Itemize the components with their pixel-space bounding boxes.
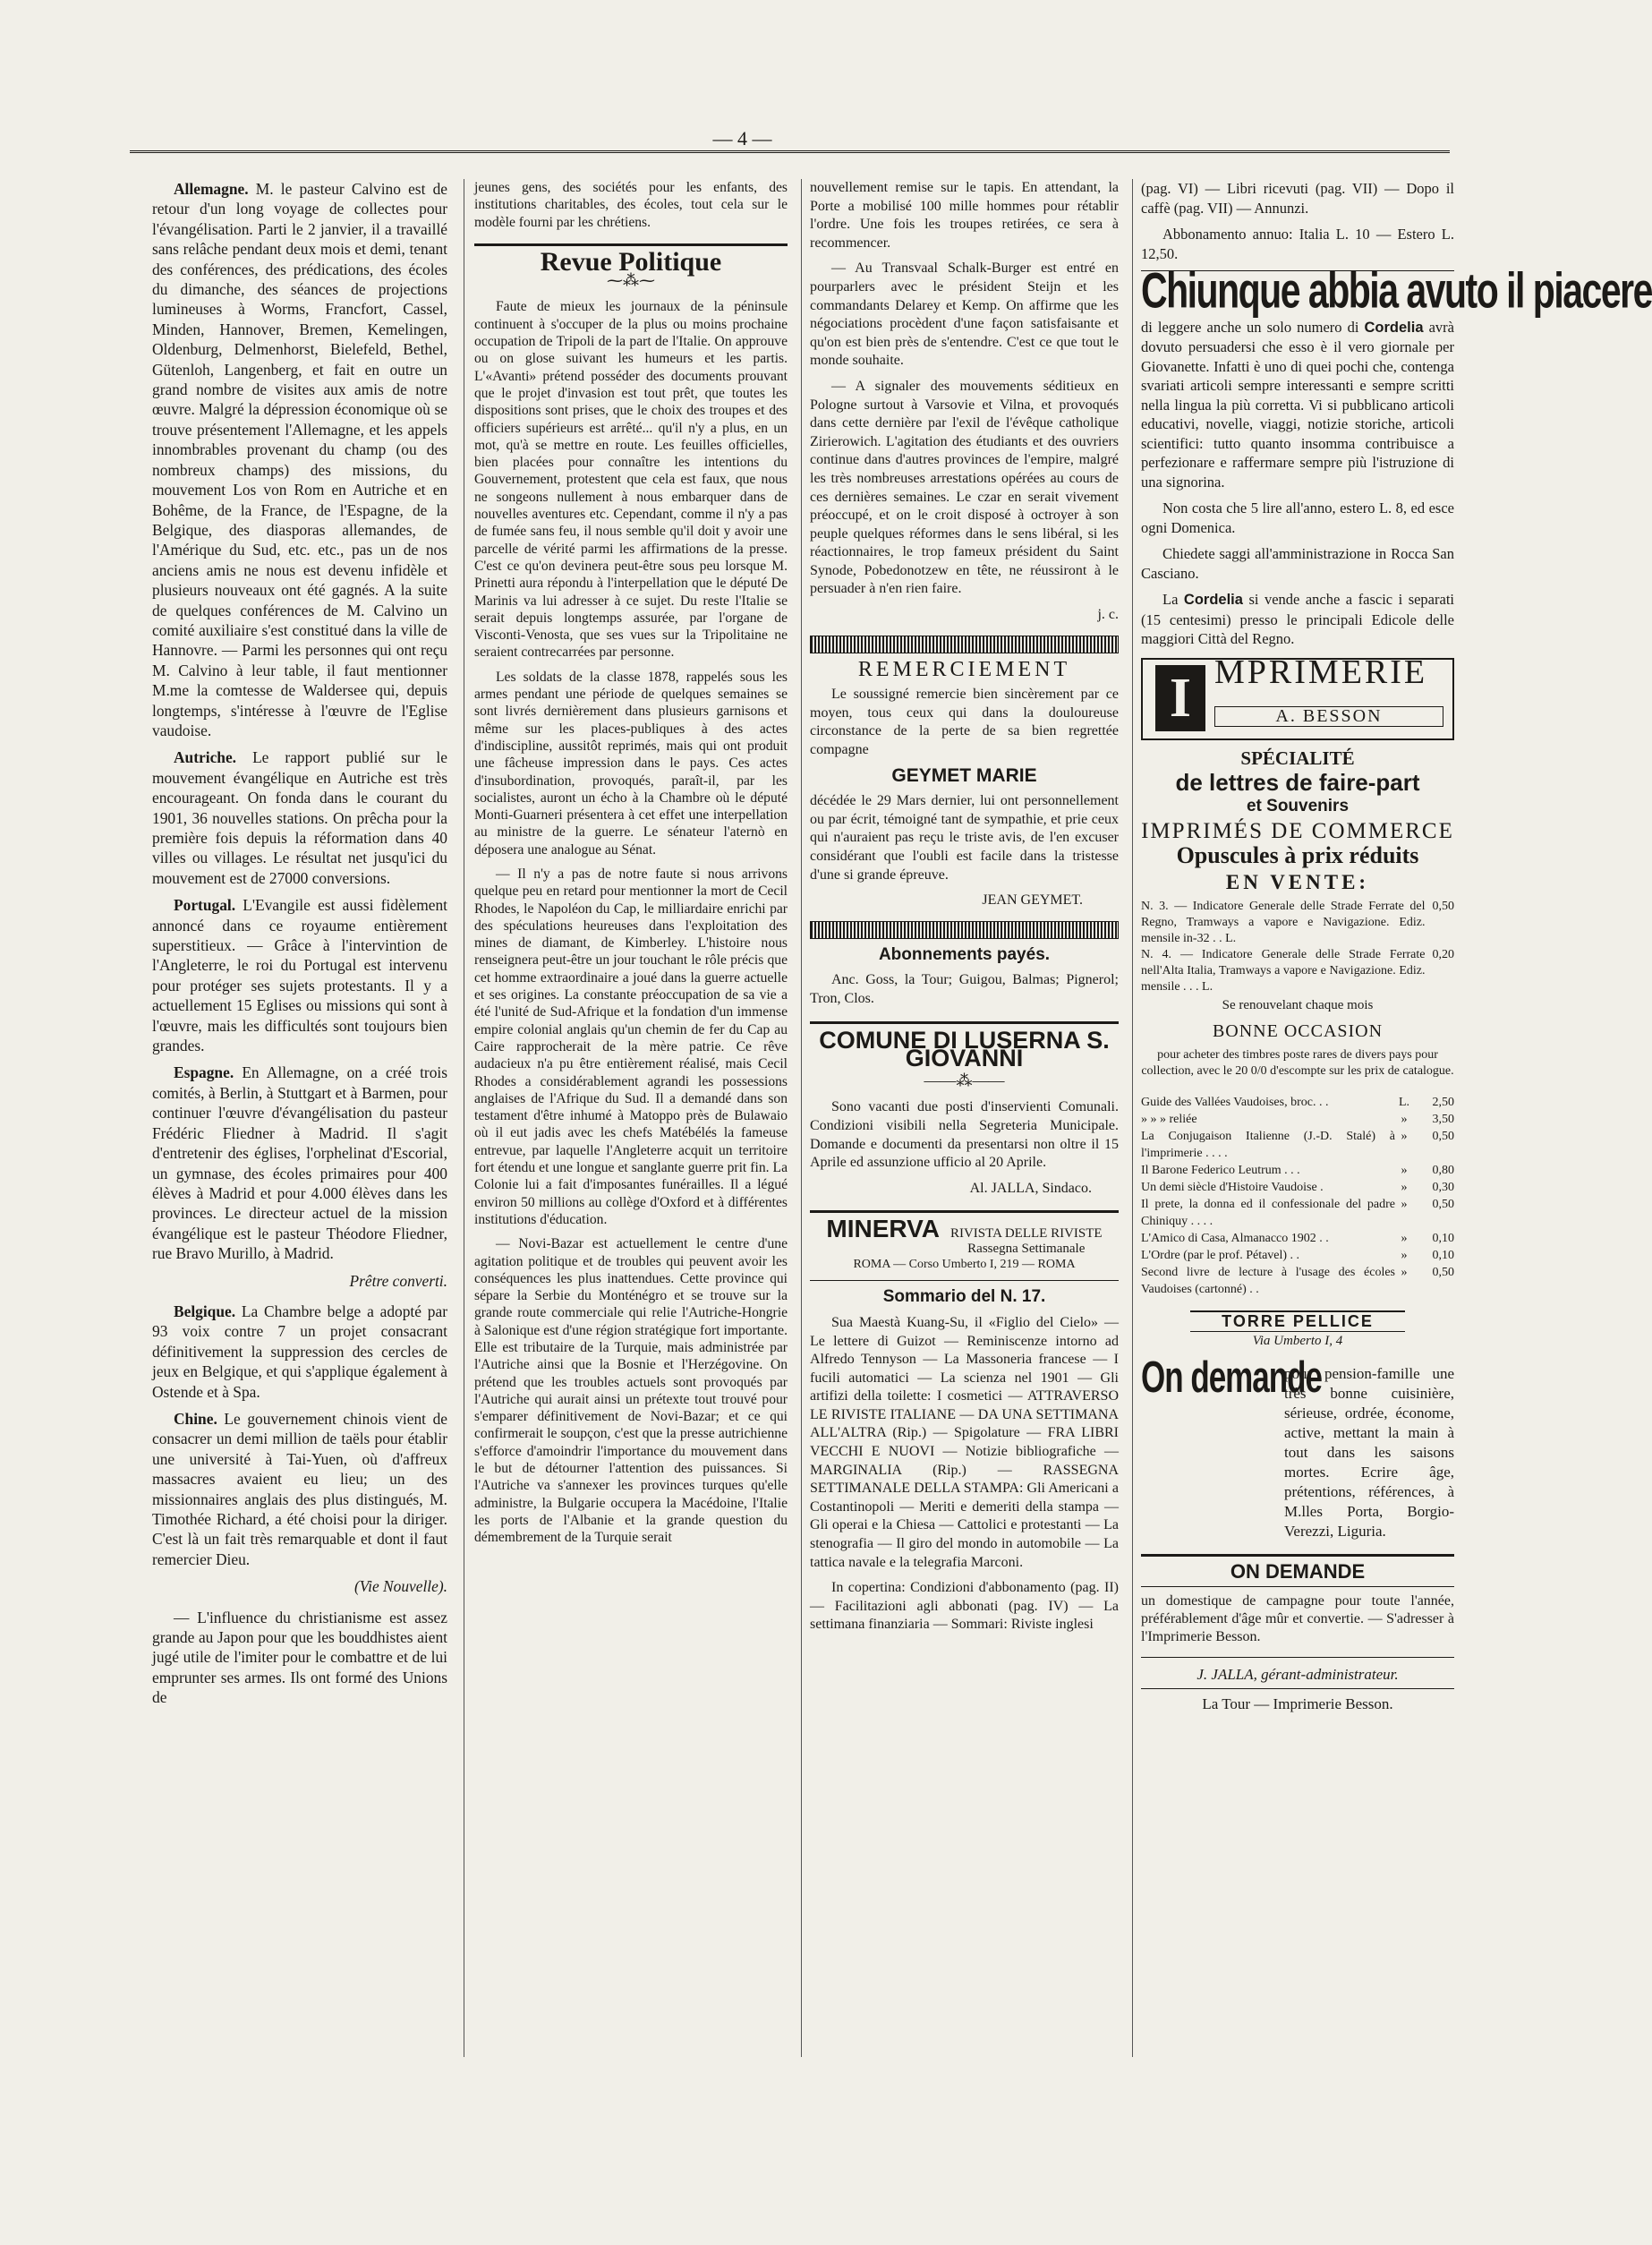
minerva-subscription: Abbonamento annuo: Italia L. 10 — Estero L. 12,50.	[1141, 226, 1454, 262]
article-signature: j. c.	[1097, 607, 1119, 623]
price-title: Il Barone Federico Leutrum . . .	[1141, 1163, 1300, 1177]
remerciement-text: Le soussigné remercie bien sincèrement par ce moyen, tous ceux qui dans la douloureuse circonstance de la perte de sa bien regrettée compagne	[810, 687, 1119, 758]
article-lead: Portugal.	[174, 896, 236, 915]
price-list	[1141, 1094, 1454, 1298]
on-demande-2-title: ON DEMANDE	[1141, 1554, 1454, 1588]
minerva-subtitle-line: Rassegna Settimanale	[967, 1242, 1086, 1257]
article-lead: Chine.	[174, 1409, 217, 1428]
price-row	[1141, 1264, 1454, 1298]
cordelia-sale	[1141, 590, 1454, 649]
price-unit: »	[1401, 1163, 1408, 1177]
on-demande-2-text: un domestique de campagne pour toute l'année, préférablement d'âge mûr et convertie. — S'adresser à l'Imprimerie Besson.	[1141, 1593, 1454, 1644]
on-demande-ad	[1141, 1352, 1454, 1541]
vente-list	[1141, 899, 1454, 995]
article-belgique	[152, 1302, 447, 1402]
price-value: 0,50	[1432, 1197, 1454, 1211]
minerva-subtitle	[950, 1226, 1103, 1257]
price-title: La Conjugaison Italienne (J.-D. Stalé) à l'imprimerie . . . .	[1141, 1129, 1395, 1160]
vente-item-price: 0,50	[1432, 900, 1454, 913]
printer-footer: La Tour — Imprimerie Besson.	[1141, 1688, 1454, 1714]
price-unit: »	[1401, 1112, 1408, 1126]
column-3	[810, 179, 1119, 1642]
section-rule	[810, 1021, 1119, 1024]
price-value: 0,50	[1432, 1265, 1454, 1279]
price-row	[1141, 1196, 1454, 1230]
sommario-text: Sua Maestà Kuang-Su, il «Figlio del Cielo» — Le lettere di Guizot — Reminiscenze intorno ad Alfredo Tennyson — La Massoneria francese — I fucili automatici — La scienza nel 1901 — Gli artifizi della toilette: I cosmetici — ATTRAVERSO LE RIVISTE ITALIANE — DA UNA SETTIMANA ALL'ALTRA (Rip.) — Spigolature — FRA LIBRI VECCHI E NUOVI — Notizie bibliografiche — MARGINALIA (Rip.) — RASSEGNA SETTIMANALE DELLA STAMPA: Gli Americani a Costantinopoli — Meriti e demeriti della stampa — Gli operai e la Chiesa — Cattolici e protestanti — La stenografia — Il giro del mondo in automobile — La tattica navale e la telegrafia Marconi.	[810, 1314, 1119, 1570]
remerciement-title: REMERCIEMENT	[857, 657, 1071, 681]
minerva-title: MINERVA	[826, 1215, 940, 1243]
cordelia-text	[1141, 318, 1454, 492]
article-chine	[152, 1409, 447, 1569]
header-rule	[130, 150, 1450, 153]
cordelia-name: Cordelia	[1364, 319, 1424, 336]
price-title: L'Ordre (par le prof. Pétavel) . .	[1141, 1248, 1300, 1262]
section-rule	[810, 1210, 1119, 1213]
divider	[810, 1280, 1119, 1281]
vente-item	[1141, 899, 1454, 947]
opuscules-heading: Opuscules à prix réduits	[1176, 842, 1419, 868]
article-text: La Chambre belge a adopté par 93 voix contre 7 un projet consacrant définitivement la suppression des cercles de jeux en Belgique, et qui s'applique également à Ostende et à Spa.	[152, 1302, 447, 1401]
article-japon: — L'influence du christianisme est assez grande au Japon pour que les bouddhistes aient jugé utile de l'imiter pour le combattre et de lui emprunter ses armes. Ils ont formé des Unions de	[152, 1608, 447, 1707]
comune-title: COMUNE DI LUSERNA S. GIOVANNI	[819, 1026, 1110, 1072]
copertina-text: In copertina: Condizioni d'abbonamento (pag. II) — Facilitazioni agli abbonati (pag. IV) — La settimana finanziaria — Sommari: Riviste inglesi	[810, 1580, 1119, 1633]
cordelia-text-part: si vende anche a fascic i separati (15 centesimi) presso le principali Edicole delle maggiori Città del Regno.	[1141, 591, 1454, 647]
price-row	[1141, 1094, 1454, 1111]
price-title: Il prete, la donna ed il confessionale del padre Chiniquy . . . .	[1141, 1197, 1395, 1228]
title-flourish: ——⁂——	[924, 1071, 1005, 1089]
article-lead: Autriche.	[174, 748, 237, 767]
article-signature: (Vie Nouvelle).	[354, 1577, 447, 1596]
section-rule	[474, 243, 788, 246]
souvenirs-heading: et Souvenirs	[1246, 797, 1350, 815]
page-number: — 4 —	[712, 127, 772, 149]
price-value: 0,30	[1432, 1180, 1454, 1194]
price-row	[1141, 1162, 1454, 1179]
article-text: En Allemagne, on a créé trois comités, à Berlin, à Stuttgart et à Barmen, pour continuer l'œuvre d'évangélisation du pasteur Frédéric Fliedner à Madrid. Il s'agit d'entretenir des églises, l'orphelinat d'Escorial, un gymnase, des écoles primaires pour 400 élèves à Madrid et pour 4.000 élèves dans les provinces. Le directeur actuel de la mission évangélique est le pasteur Théodore Fliedner, rue Bravo Murillo, à Madrid.	[152, 1063, 447, 1263]
en-vente-heading: EN VENTE:	[1225, 870, 1370, 893]
imprimerie-word: MPRIMERIE	[1214, 653, 1428, 691]
price-title: » » » reliée	[1141, 1112, 1197, 1126]
cordelia-text-part: avrà dovuto persuadersi che esso è il vero giornale per Giovanette. Infatti è uno di quei pochi che, contenga svariati articoli sempre interessanti e sempre scritti nella lingua la più corretta. Vi si pubblicano articoli educativi, novelle, viaggi, notizie storiche, articoli scientifici: tutto quanto insomma contribuisce a perfezionare e raffermare sempre più l'istruzione di una signorina.	[1141, 318, 1454, 491]
vente-note: Se renouvelant chaque mois	[1222, 998, 1374, 1012]
comune-signature: Al. JALLA, Sindaco.	[969, 1180, 1092, 1196]
article-text: Le rapport publié sur le mouvement évangélique en Autriche est très encourageant. On fonda dans le courant du 1901, 36 nouvelles stations. On prêcha pour la première fois depuis la réformation dans 40 villes ou villages. Le résultat net jusqu'ici du mouvement est de 27000 conversions.	[152, 748, 447, 887]
price-value: 0,10	[1432, 1231, 1454, 1245]
cordelia-samples: Chiedete saggi all'amministrazione in Rocca San Casciano.	[1141, 545, 1454, 582]
article-allemagne	[152, 179, 447, 740]
remerciement-name: GEYMET MARIE	[891, 764, 1037, 786]
minerva-continuation: (pag. VI) — Libri ricevuti (pag. VII) — Dopo il caffè (pag. VII) — Annunzi.	[1141, 180, 1454, 217]
cordelia-text-part: La	[1162, 591, 1179, 608]
on-demande-text: pour pension-famille une très bonne cuisinière, sérieuse, ordrée, économe, active, mettant la main à tout dans les saisons mortes. Ecrire âge, prétentions, références, à M.lles Porta, Borgio-Verezzi, Liguria.	[1284, 1364, 1454, 1540]
price-unit: »	[1401, 1197, 1408, 1211]
price-value: 2,50	[1432, 1095, 1454, 1109]
price-value: 0,10	[1432, 1248, 1454, 1262]
torre-pellice-box	[1190, 1310, 1405, 1352]
price-title: Second livre de lecture à l'usage des écoles Vaudoises (cartonné) . .	[1141, 1265, 1395, 1296]
price-row	[1141, 1111, 1454, 1128]
price-title: Guide des Vallées Vaudoises, broc. . .	[1141, 1095, 1329, 1109]
article-text: Le gouvernement chinois vient de consacrer un demi million de taëls pour établir une université à Tai-Yuen, où d'affreux massacres avaient eu lieu; un des missionnaires anglais des plus distingués, M. Timothée Richard, a été choisi pour la diriger. C'est là un fait très remarquable et dont il faut remercier Dieu.	[152, 1409, 447, 1568]
price-unit: »	[1401, 1231, 1408, 1245]
vente-item-text: N. 3. — Indicatore Generale delle Strade Ferrate del Regno, Tramways a vapore e Navigazione. Ediz. mensile in-32 . . L.	[1141, 900, 1426, 945]
bonne-occasion-text: pour acheter des timbres poste rares de divers pays pour collection, avec le 20 0/0 d'escompte sur les prix de catalogue.	[1141, 1047, 1454, 1078]
price-unit: L.	[1398, 1095, 1410, 1109]
article-soldats: Les soldats de la classe 1878, rappelés sous les armes pendant une période de quelques semaines se sont livrés dernièrement dans plusieurs garnisons et même sur les places-publiques à des actes d'indiscipline, aussitôt reprimés, mais qui ont produit une fâcheuse impression dans le pays. Ces actes d'insubordination, provoqués, paraît-il, par les socialistes, auront un écho à la Chambre où le député Monti-Guarneri présentera à cet effet une interpellation au ministre de la guerre. Le sénateur l'aternò en déposera une analogue au Sénat.	[474, 669, 788, 858]
imprimerie-initial: I	[1155, 665, 1205, 731]
comune-text: Sono vacanti due posti d'inservienti Comunali. Condizioni visibili nella Segreteria Municipale. Domande e documenti da presentarsi non oltre il 15 Aprile ed assunzione ufficio al 20 Aprile.	[810, 1099, 1119, 1171]
column-1	[152, 179, 447, 1715]
article-pologne: — A signaler des mouvements séditieux en Pologne surtout à Varsovie et Vilna, et provoqués dans cette dernière par l'exil de l'évêque catholique Zirierowich. L'agitation des étudiants et des ouvriers continue dans d'autres provinces de l'empire, malgré les très nombreuses arrestations opérées au cours de ces dernières semaines. Le czar en serait vivement préoccupé, et on le croit disposé à octroyer à son peuple quelques réformes dans le sens libéral, si les réactionnaires, le trop fameux président du Saint Synode, Pobedonotzew en tête, ne réussiront à le persuader à n'en rien faire.	[810, 378, 1119, 597]
price-value: 3,50	[1432, 1112, 1454, 1126]
article-rhodes: — Il n'y a pas de notre faute si nous arrivons quelque peu en retard pour mentionner la mort de Cecil Rhodes, le Napoléon du Cap, le milliardaire enrichi par des spéculations heureuses dans l'exploitation des mines de diamant, de Kimberley. L'histoire nous renseignera peut-être un jour touchant le rôle précis que cet homme extraordinaire a joué dans la guerre actuelle et ses origines. La constante préoccupation de sa vie a été l'unité de Sud-Afrique et la fondation d'un immense empire colonial anglais qu'un chemin de fer du Cap au Caire rapprocherait de la mère patrie. Ce rêve audacieux n'a pu être entièrement réalisé, mais Cecil Rhodes a considérablement agrandi les possessions anglaises de l'Afrique du Sud. Il a demandé dans son testament d'être inhumé à Matoppo près de Bulawaio où il eut jadis avec les chefs Matébélés la fameuse entrevue, par laquelle l'Angleterre acquit un territoire fort étendu et une longue et sanglante guerre prit fin. La Colonie lui a fait d'imposantes funérailles. Il a légué environ 50 millions au collège d'Oxford et à différentes institutions d'éducation.	[474, 866, 788, 1227]
article-novi-bazar: — Novi-Bazar est actuellement le centre d'une agitation politique et de troubles qui peuvent avoir les conséquences les plus inattendues. Cette province qui sépare la Serbie du Monténégro et se trouve sur la grande route commerciale qui relie l'Autriche-Hongrie à Salonique est d'une région stratégique fort importante. Elle est tributaire de la Turquie, mais administrée par l'Autriche ainsi que la Bosnie et l'Herzégovine. On prétend que les troubles actuels sont provoqués par l'Autriche qui aurait ainsi un prétexte tout trouvé pour s'emparer définitivement de Novi-Bazar; et ce qui confirmerait le soupçon, c'est que la presse autrichienne s'efforce d'amoindrir l'importance du mouvement dans le but de détourner l'attention des puissances. Si l'Autriche va s'annexer les provinces turques qu'elle administre, la Bulgarie occupera la Macédoine, l'Italie les ports de l'Albanie et la grande question du démembrement de la Turquie serait	[474, 1236, 788, 1546]
imprimes-heading: IMPRIMÉS DE COMMERCE	[1141, 818, 1454, 843]
price-unit: »	[1401, 1129, 1408, 1143]
remerciement-text: décédée le 29 Mars dernier, lui ont personnellement ou par écrit, témoigné tant de sympathie, et prie ceux qui n'auraient pas reçu le triste avis, de l'en excuser considérant que l'oubli est facile dans la tristesse d'une si grande épreuve.	[810, 793, 1119, 883]
hatched-divider	[810, 636, 1119, 653]
article-signature: Prêtre converti.	[349, 1271, 447, 1290]
hatched-divider	[810, 921, 1119, 939]
article-text: L'Evangile est aussi fidèlement annoncé dans ce royaume entièrement superstitieux. — Grâce à l'intervintion de l'Angleterre, le roi du Portugal est intervenu pour protéger ses sujets protestants. Il y a actuellement 15 Eglises ou missions qui sont à l'œuvre, mais les difficultés sont toujours bien grandes.	[152, 896, 447, 1055]
article-lead: Belgique.	[174, 1302, 236, 1320]
torre-pellice-title: TORRE PELLICE	[1190, 1310, 1405, 1333]
price-value: 0,50	[1432, 1129, 1454, 1143]
imprimerie-banner	[1141, 653, 1454, 740]
vente-item-price: 0,20	[1432, 948, 1454, 961]
price-row	[1141, 1179, 1454, 1196]
title-flourish: ⁓⁂⁓	[607, 271, 655, 290]
price-row	[1141, 1128, 1454, 1162]
article-transvaal: — Au Transvaal Schalk-Burger est entré en pourparlers avec le président Steijn et les commandants Delarey et Kemp. On affirme que les négociations procèdent d'une façon satisfaisante et qu'on est bien près de s'entendre. C'est ce que tout le monde souhaite.	[810, 260, 1119, 369]
specialite-heading: SPÉCIALITÉ	[1240, 747, 1355, 769]
torre-pellice-address: Via Umberto I, 4	[1252, 1334, 1343, 1348]
cordelia-text-part: di leggere anche un solo numero di	[1141, 318, 1359, 336]
price-row	[1141, 1230, 1454, 1247]
column-rule-3	[1132, 179, 1133, 2057]
sommario-title: Sommario del N. 17.	[882, 1287, 1046, 1307]
price-value: 0,80	[1432, 1163, 1454, 1177]
vente-item-text: N. 4. — Indicatore Generale delle Strade Ferrate nell'Alta Italia, Tramways a vapore e Navigazione. Ediz. mensile . . . L.	[1141, 948, 1426, 994]
article-portugal	[152, 895, 447, 1055]
price-unit: »	[1401, 1180, 1408, 1194]
column-4	[1141, 179, 1652, 1713]
abonnements-title: Abonnements payés.	[878, 944, 1051, 964]
article-lead: Espagne.	[174, 1063, 234, 1082]
column-rule-2	[801, 179, 802, 2057]
cordelia-headline: Chiunque abbia avuto il piacere	[1141, 262, 1652, 319]
cordelia-name: Cordelia	[1183, 592, 1243, 608]
price-row	[1141, 1247, 1454, 1264]
price-unit: »	[1401, 1265, 1408, 1279]
gerant-line: J. JALLA, gérant-administrateur.	[1196, 1666, 1399, 1683]
price-title: Un demi siècle d'Histoire Vaudoise .	[1141, 1180, 1324, 1194]
article-continuation: jeunes gens, des sociétés pour les enfants, des institutions charitables, des écoles, tout cela sur le modèle fourni par les chrétiens.	[474, 180, 788, 230]
minerva-subtitle-line: RIVISTA DELLE RIVISTE	[949, 1226, 1103, 1242]
on-demande-title: On demande	[1141, 1352, 1322, 1402]
article-text: M. le pasteur Calvino est de retour d'un long voyage de collectes pour l'évangélisation. Parti le 2 janvier, il a travaillé sans relâche pendant deux mois et demi, tenant des conférences, des prédications, des écoles du dimanche, des séances de projections lumineuses à Worms, Francfort, Cassel, Minden, Hannover, Bremen, Kemelingen, Oldenburg, Delmenhorst, Bielefeld, Bethel, Gütenloh, Langenberg, et fait en outre un grand nombre de visites aux amis de notre œuvre. Malgré la dépression économique où se trouve présentement l'Allemagne, et les appels innombrables provenant du champ (ou des nombreux champs) des missions, du mouvement Los von Rom en Autriche et en Bohême, de la France, de l'Espagne, de la Belgique, des diasporas allemandes, de l'Amérique du Sud, etc. etc., pas un de nos anciens amis ne nous est devenu infidèle et plusieurs nouveaux ont été gagnés. A la suite de quelques conférences de M. Calvino un comité auxiliaire s'est constitué dans la ville de Hannovre. — Parmi les personnes qui ont reçu M. Calvino à leur table, il faut mentionner M.me la comtesse de Waldersee qui, depuis longtemps, s'intéresse à l'œuvre de l'Eglise vaudoise.	[152, 180, 447, 739]
imprimerie-name: A. BESSON	[1214, 706, 1443, 728]
article-autriche	[152, 747, 447, 888]
minerva-address: ROMA — Corso Umberto I, 219 — ROMA	[853, 1258, 1076, 1272]
lettres-heading: de lettres de faire-part	[1175, 769, 1420, 796]
article-espagne	[152, 1063, 447, 1263]
divider	[1141, 1657, 1454, 1658]
article-continuation: nouvellement remise sur le tapis. En attendant, la Porte a mobilisé 100 mille hommes pour rétablir l'ordre. Une fois les troupes retirées, ce sera à recommencer.	[810, 180, 1119, 251]
column-2	[474, 179, 788, 1554]
price-unit: »	[1401, 1248, 1408, 1262]
article-lead: Allemagne.	[174, 180, 249, 198]
revue-politique-title: Revue Politique	[540, 246, 722, 277]
bonne-occasion-title: BONNE OCCASION	[1212, 1021, 1384, 1041]
remerciement-signature: JEAN GEYMET.	[982, 892, 1083, 909]
cordelia-price: Non costa che 5 lire all'anno, estero L. 8, ed esce ogni Domenica.	[1141, 499, 1454, 536]
price-title: L'Amico di Casa, Almanacco 1902 . .	[1141, 1231, 1329, 1245]
vente-item	[1141, 947, 1454, 995]
article-tripoli: Faute de mieux les journaux de la péninsule continuent à s'occuper de la plus ou moins prochaine occupation de Tripoli de la part de l'Italie. On approuve ou on glose suivant les humeurs et les partis. L'«Avanti» prétend posséder des documents prouvant que le projet d'invasion est tout prêt, que toutes les dispositions sont prises, que le choix des troupes et des officiers supérieurs est arrêté... qu'il n'y a plus, en un mot, qu'à se mettre en route. Les feuilles officielles, bien placées pour connaître les intentions du Gouvernement, protestent que cela est faux, que nous ne songeons nullement à nous embarquer dans de nouvelles aventures etc. Cependant, comme il n'y a pas de fumée sans feu, il nous semble qu'il doit y avoir une parcelle de vérité parmi les affirmations de la presse. C'est ce qu'on devinera peut-être sous peu lorsque M. Prinetti aura répondu à l'interpellation que le député De Marinis va lui adresser à ce sujet. Du reste l'Italie se serait depuis longtemps assurée, par l'organe de Visconti-Venosta, que ses vues sur la Tripolitaine ne seraient contrecarrées par personne.	[474, 299, 788, 661]
abonnements-text: Anc. Goss, la Tour; Guigou, Balmas; Pignerol; Tron, Clos.	[810, 972, 1119, 1006]
minerva-header	[810, 1215, 1119, 1257]
